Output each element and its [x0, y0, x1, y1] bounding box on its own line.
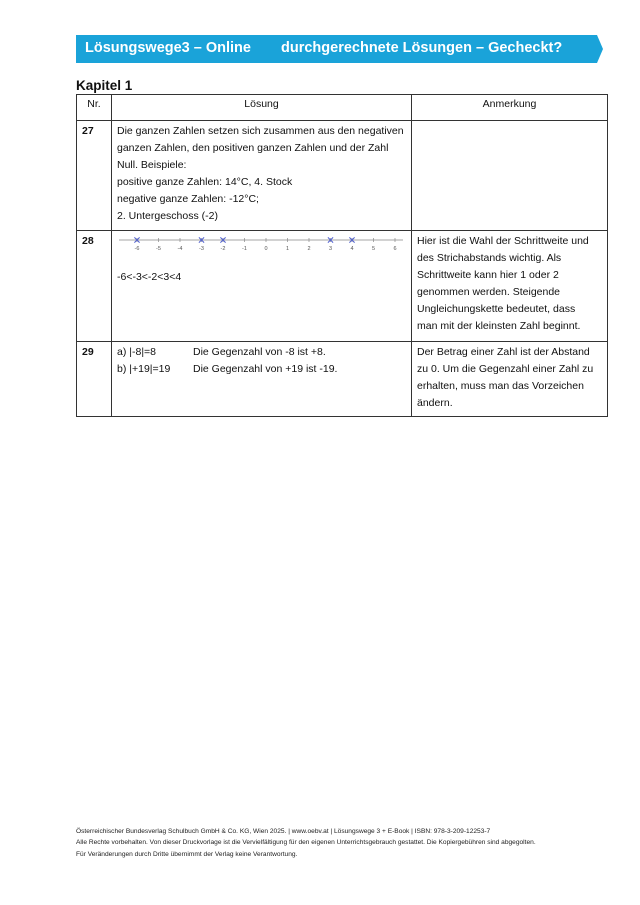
- column-header-loesung: Lösung: [112, 95, 412, 121]
- chapter-heading: Kapitel 1: [76, 78, 133, 93]
- table-row: [77, 231, 608, 342]
- solution-line: negative ganze Zahlen: -12°C;: [117, 193, 259, 205]
- number-line: [117, 235, 405, 255]
- answer-text: Die Gegenzahl von +19 ist -19.: [193, 363, 338, 375]
- number-line-tick-label: -5: [156, 246, 161, 252]
- number-line-tick-label: 3: [328, 246, 333, 252]
- solution-line: positive ganze Zahlen: 14°C, 4. Stock: [117, 176, 293, 188]
- note-line: genommen werden. Steigende: [417, 286, 561, 298]
- header-title-right: durchgerechnete Lösungen – Gecheckt?: [281, 40, 563, 56]
- number-line-tick-label: 1: [285, 246, 290, 252]
- footer: [76, 826, 536, 860]
- number-line-tick-label: 6: [393, 246, 397, 252]
- header-banner: [76, 35, 603, 63]
- table-row: [77, 121, 608, 231]
- solution-line: ganzen Zahlen, den positiven ganzen Zahlen und der Zahl: [117, 142, 389, 154]
- answer-line: [117, 344, 406, 361]
- column-header-nr: Nr.: [77, 95, 112, 121]
- note-line: erhalten, muss man das Vorzeichen: [417, 380, 584, 392]
- row-number: 27: [77, 121, 112, 231]
- solution-cell: [112, 231, 412, 342]
- footer-line: Alle Rechte vorbehalten. Von dieser Druckvorlage ist die Vervielfältigung für den eigenen Unterrichtsgebrauch gestattet. Die Kopiergebühren sind abgegolten.: [76, 839, 536, 847]
- footer-line: Für Veränderungen durch Dritte übernimmt der Verlag keine Verantwortung.: [76, 850, 298, 858]
- number-line-tick-label: -6: [134, 246, 140, 252]
- solution-cell: [112, 342, 412, 417]
- table-header-row: [77, 95, 608, 121]
- note-line: zu 0. Um die Gegenzahl einer Zahl zu: [417, 363, 594, 375]
- note-cell: [412, 121, 608, 231]
- solution-line: 2. Untergeschoss (-2): [117, 210, 218, 222]
- number-line-tick-label: 5: [371, 246, 376, 252]
- answer-line: [117, 361, 406, 378]
- footer-line: Österreichischer Bundesverlag Schulbuch GmbH & Co. KG, Wien 2025. | www.oebv.at | Lösungswege 3 + E-Book | ISBN: 978-3-209-12253-7: [76, 828, 491, 835]
- number-line-tick-label: 4: [350, 246, 354, 252]
- column-header-anmerkung: Anmerkung: [412, 95, 608, 121]
- number-line-tick-label: 2: [307, 246, 311, 252]
- row-number: 28: [77, 231, 112, 342]
- answer-label: a) |-8|=8: [117, 346, 157, 358]
- note-line: Schrittweite kann hier 1 oder 2: [417, 269, 559, 281]
- solution-line: Null. Beispiele:: [117, 159, 187, 171]
- note-line: Der Betrag einer Zahl ist der Abstand: [417, 346, 590, 358]
- note-cell: [412, 342, 608, 417]
- solutions-table: [76, 94, 608, 417]
- note-line: man mit der kleinsten Zahl beginnt.: [417, 320, 581, 332]
- number-line-tick-label: 0: [264, 246, 268, 252]
- note-cell: [412, 231, 608, 342]
- solution-cell: [112, 121, 412, 231]
- number-line-tick-label: -3: [199, 246, 204, 252]
- header-title-left: Lösungswege3 – Online: [85, 40, 251, 56]
- solution-line: Die ganzen Zahlen setzen sich zusammen aus den negativen: [117, 125, 404, 137]
- note-line: ändern.: [417, 397, 453, 409]
- answer-text: Die Gegenzahl von -8 ist +8.: [193, 346, 326, 358]
- note-line: des Strichabstands wichtig. Als: [417, 252, 562, 264]
- number-line-tick-label: -1: [242, 246, 247, 252]
- row-number: 29: [77, 342, 112, 417]
- number-line-tick-label: -4: [177, 246, 183, 252]
- answer-label: b) |+19|=19: [117, 363, 171, 375]
- note-line: Ungleichungskette bedeutet, dass: [417, 303, 576, 315]
- number-line-tick-label: -2: [220, 246, 226, 252]
- note-line: Hier ist die Wahl der Schrittweite und: [417, 235, 589, 247]
- inequality-chain: -6<-3<-2<3<4: [117, 271, 182, 283]
- table-row: [77, 342, 608, 417]
